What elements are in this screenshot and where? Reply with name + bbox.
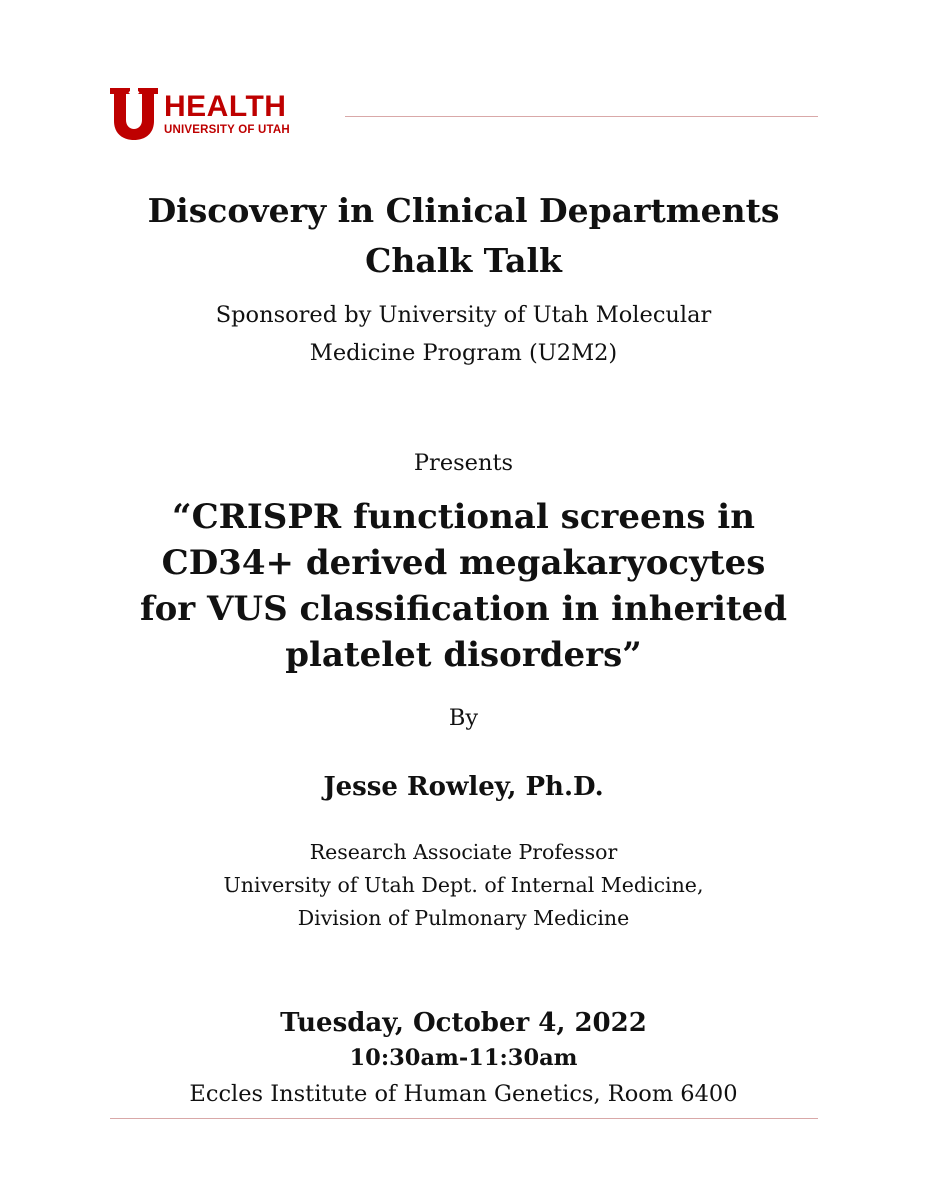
logo-wordmark: [164, 89, 290, 137]
speaker-info-line: Division of Pulmonary Medicine: [297, 906, 630, 930]
u-health-logo: [110, 88, 290, 140]
talk-title-line: platelet disorders”: [285, 635, 642, 675]
event-title-line: Chalk Talk: [365, 241, 562, 280]
block-u-icon: [110, 88, 158, 140]
event-location: Eccles Institute of Human Genetics, Room 6400: [189, 1081, 738, 1107]
sponsor-line: Sponsored by University of Utah Molecular: [215, 302, 712, 328]
talk-title-line: “CRISPR functional screens in: [172, 497, 755, 537]
header-divider: [345, 116, 818, 117]
event-date: Tuesday, October 4, 2022: [280, 1008, 647, 1038]
logo-university-text: UNIVERSITY OF UTAH: [164, 123, 290, 136]
speaker-info-line: University of Utah Dept. of Internal Medicine,: [223, 873, 704, 897]
sponsor-line: Medicine Program (U2M2): [309, 340, 618, 366]
talk-title-line: CD34+ derived megakaryocytes: [161, 543, 766, 583]
event-title: [0, 186, 927, 286]
sponsor-text: [0, 296, 927, 372]
by-label: By: [448, 705, 479, 731]
logo-health-text: HEALTH: [164, 89, 287, 123]
talk-title-line: for VUS classification in inherited: [139, 589, 788, 629]
event-title-line: Discovery in Clinical Departments: [147, 191, 780, 230]
presents-label: Presents: [413, 450, 514, 476]
footer-divider: [110, 1118, 818, 1119]
speaker-affiliation: [0, 836, 927, 935]
event-time: 10:30am-11:30am: [349, 1045, 578, 1071]
dna-strand: [129, 92, 139, 118]
talk-title: [0, 494, 927, 678]
speaker-name: Jesse Rowley, Ph.D.: [323, 772, 604, 802]
speaker-info-line: Research Associate Professor: [309, 840, 618, 864]
